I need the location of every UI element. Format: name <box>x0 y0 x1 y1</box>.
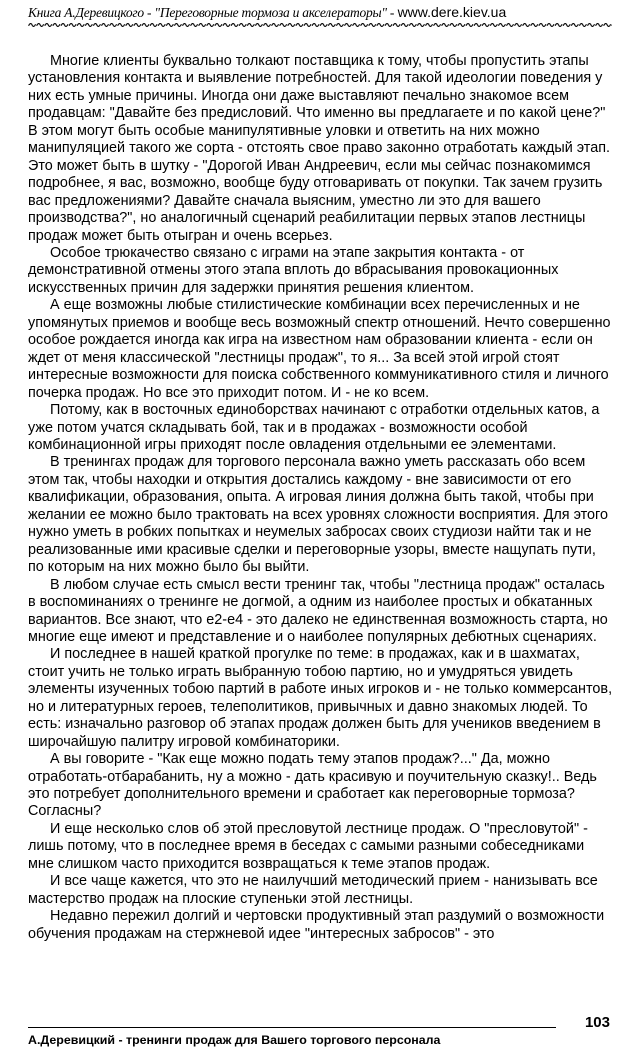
paragraph: А еще возможны любые стилистические комбинации всех перечисленных и не упомянутых приемов и вообще весь возможный спектр отношений. Нечто совершенно особое рождается иногда как игра на известном нам образовании клиента - если он ждет от меня классической "лестницы продаж", то я... За всей этой игрой стоят интересные возможности для поиска собственного коммуникативного стиля и личного почерка продаж. Но все это приходит потом. И - не ко всем. <box>28 297 611 401</box>
paragraph: И все чаще кажется, что это не наилучший методический прием - нанизывать все мастерство продаж на плоские ступеньки этой лестницы. <box>28 873 598 907</box>
paragraph: Многие клиенты буквально толкают поставщика к тому, чтобы пропустить этапы установления контакта и выявление потребностей. Для такой идеологии поведения у них есть умные причины. Иногда они даже выставляют печально знакомое всем продавцам: "Давайте без предисловий. Что именно вы предлагаете и по какой цене?" В этом могут быть особые манипулятивные уловки и ответить на них можно манипуляцией такого же сорта - отстоять свое право законно отработать каждый этап. Это может быть в шутку - "Дорогой Иван Андреевич, если мы сейчас познакомимся подробнее, я вас, возможно, вообще буду отговаривать от покупки. Так зачем грузить вас предложениями? Давайте сначала выясним, уместно ли это для вашего производства?", но аналогичный сценарий реабилитации первых этапов лестницы продаж может быть отыгран и очень всерьез. <box>28 53 611 244</box>
paragraph: В тренингах продаж для торгового персонала важно уметь рассказать обо всем этом так, чтобы находки и открытия достались каждому - вне зависимости от его квалификации, образования, опыта. А игровая линия должна быть такой, чтобы при желании ее можно было трактовать на всех уровнях сложности восприятия. Для этого нужно уметь в робких попытках и неумелых забросах своих студиози найти так и не реализованные ими красивые сделки и переговорные узоры, вместе нащупать пути, по которым на них можно было бы выйти. <box>28 454 608 576</box>
paragraph: В любом случае есть смысл вести тренинг так, чтобы "лестница продаж" осталась в воспоминаниях о тренинге не догмой, а одним из наиболее простых и обкатанных вариантов. Все знают, что е2-е4 - это далеко не единственная возможность старта, но многие еще имеют и представление и о наиболее популярных дебютных сценариях. <box>28 576 608 645</box>
footer-rule <box>28 1027 556 1028</box>
header-book-title: Книга А.Деревицкого - "Переговорные тормоза и акселераторы" - <box>28 5 395 20</box>
header-website: www.dere.kiev.ua <box>397 4 507 20</box>
paragraph: И еще несколько слов об этой пресловутой лестнице продаж. О "пресловутой" - лишь потому, что в последнее время в беседах с самыми разными собеседниками мне слишком часто приходится возвращаться к теме этапов продаж. <box>28 820 588 872</box>
running-footer: А.Деревицкий - тренинги продаж для Вашего торгового персонала <box>28 1033 441 1047</box>
paragraph: Потому, как в восточных единоборствах начинают с отработки отдельных катов, а уже потом учатся складывать бой, так и в продажах - возможности особой комбинационной игры приходят после овладения отдельными ее элементами. <box>28 402 600 453</box>
paragraph: А вы говорите - "Как еще можно подать тему этапов продаж?..." Да, можно отработать-отбарабанить, ну а можно - дать красивую и поучительную сказку!.. Ведь это потребует дополнительного времени и сработает как переговорные тормоза? Согласны? <box>28 751 597 820</box>
main-text <box>28 53 614 943</box>
paragraph: Недавно пережил долгий и чертовски продуктивный этап раздумий о возможности обучения продажам на стержневой идее "интересных забросов" - это <box>28 908 605 942</box>
paragraph: И последнее в нашей краткой прогулке по теме: в продажах, как и в шахматах, стоит учить не только играть выбранную тобою партию, но и умудряться увидеть элементы изученных тобою партий в работе иных игроков и - не только коммерсантов, но и литературных героев, телеполитиков, привычных и давно знакомых людей. То есть: изначально разговор об этапах продаж должен быть для учеников введением в широчайшую палитру игровой комбинаторики. <box>28 646 613 750</box>
page-number: 103 <box>584 1014 610 1031</box>
paragraph: Особое трюкачество связано с играми на этапе закрытия контакта - от демонстративной отмены этого этапа вплоть до вбрасывания провокационных искусственных причин для задержки принятия решения клиентом. <box>28 244 559 296</box>
header-tilde-rule <box>28 20 612 30</box>
